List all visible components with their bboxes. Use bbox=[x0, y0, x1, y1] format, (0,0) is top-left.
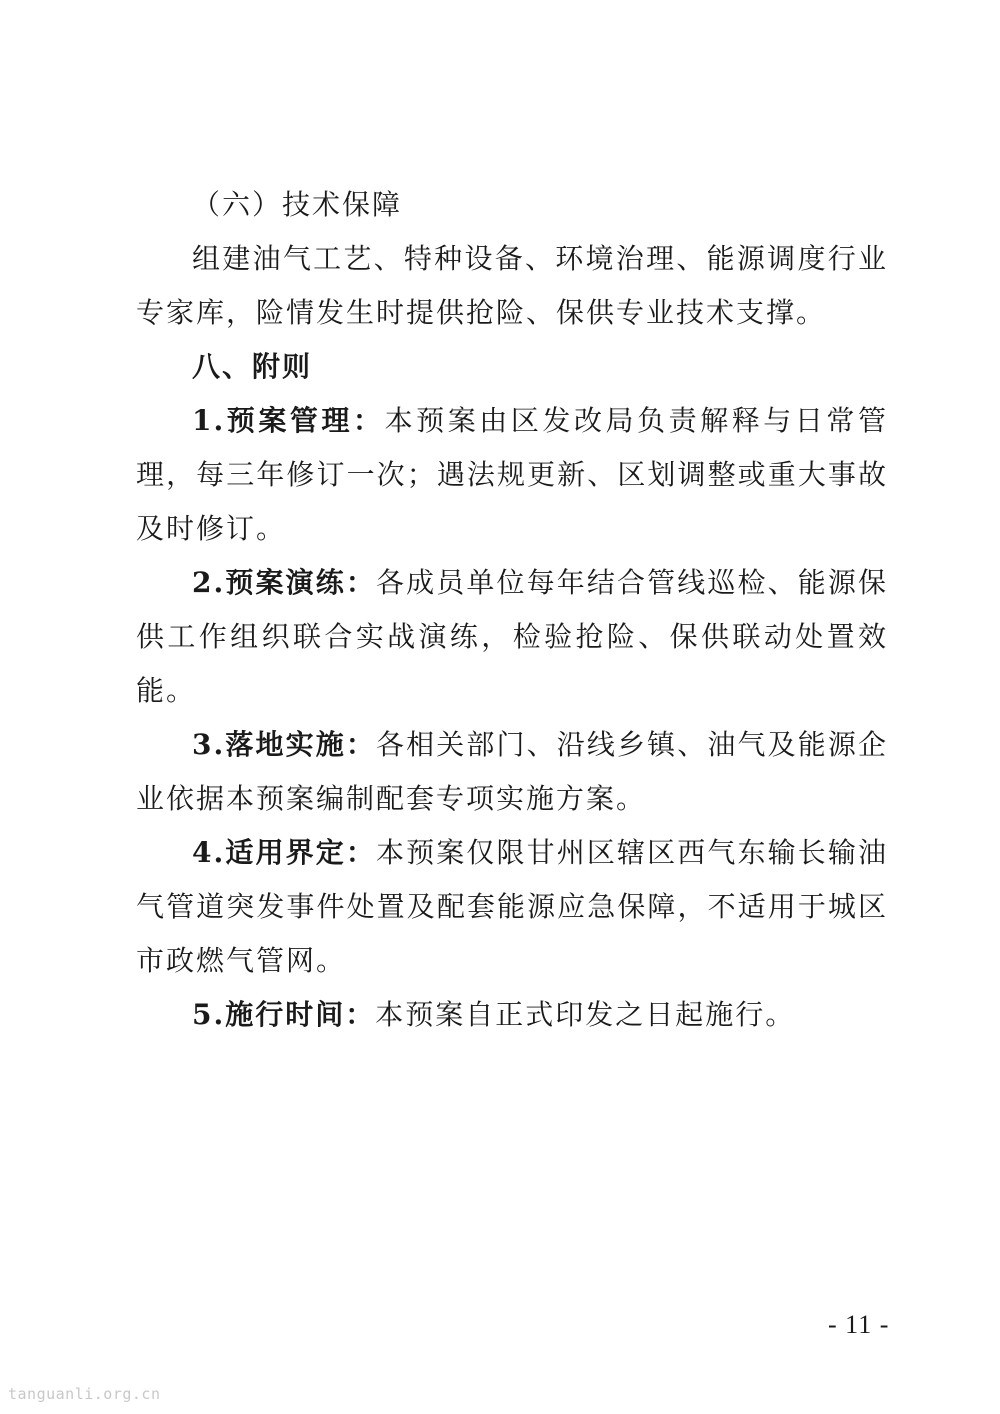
clause-body: 本预案由区发改局负责解释与日常管理，每三年修订一次；遇法规更新、区划调整或重大事故及时修订。 bbox=[136, 404, 888, 545]
document-body bbox=[136, 178, 888, 1042]
chapter-eight-title: 八、附则 bbox=[192, 350, 313, 383]
section-six-body: 组建油气工艺、特种设备、环境治理、能源调度行业专家库，险情发生时提供抢险、保供专业技术支撑。 bbox=[136, 242, 888, 329]
clause-body: 本预案仅限甘州区辖区西气东输长输油气管道突发事件处置及配套能源应急保障，不适用于城区市政燃气管网。 bbox=[136, 836, 888, 977]
clause-lead: 3.落地实施： bbox=[192, 728, 376, 761]
clause-body: 各相关部门、沿线乡镇、油气及能源企业依据本预案编制配套专项实施方案。 bbox=[136, 728, 888, 815]
clause-body: 各成员单位每年结合管线巡检、能源保供工作组织联合实战演练，检验抢险、保供联动处置效能。 bbox=[136, 566, 888, 707]
clause-body: 本预案自正式印发之日起施行。 bbox=[375, 998, 796, 1031]
clause-item bbox=[136, 718, 888, 826]
section-six-title: （六）技术保障 bbox=[192, 188, 403, 221]
page-number: - 11 - bbox=[828, 1310, 890, 1339]
clause-item bbox=[136, 394, 888, 556]
clause-lead: 2.预案演练： bbox=[192, 566, 376, 599]
clause-item bbox=[136, 556, 888, 718]
clause-item bbox=[136, 826, 888, 988]
clause-lead: 4.适用界定： bbox=[192, 836, 376, 869]
watermark-text: tanguanli.org.cn bbox=[8, 1385, 161, 1403]
clause-lead: 1.预案管理： bbox=[192, 404, 385, 437]
clause-lead: 5.施行时间： bbox=[192, 998, 376, 1031]
clause-item bbox=[136, 988, 888, 1042]
